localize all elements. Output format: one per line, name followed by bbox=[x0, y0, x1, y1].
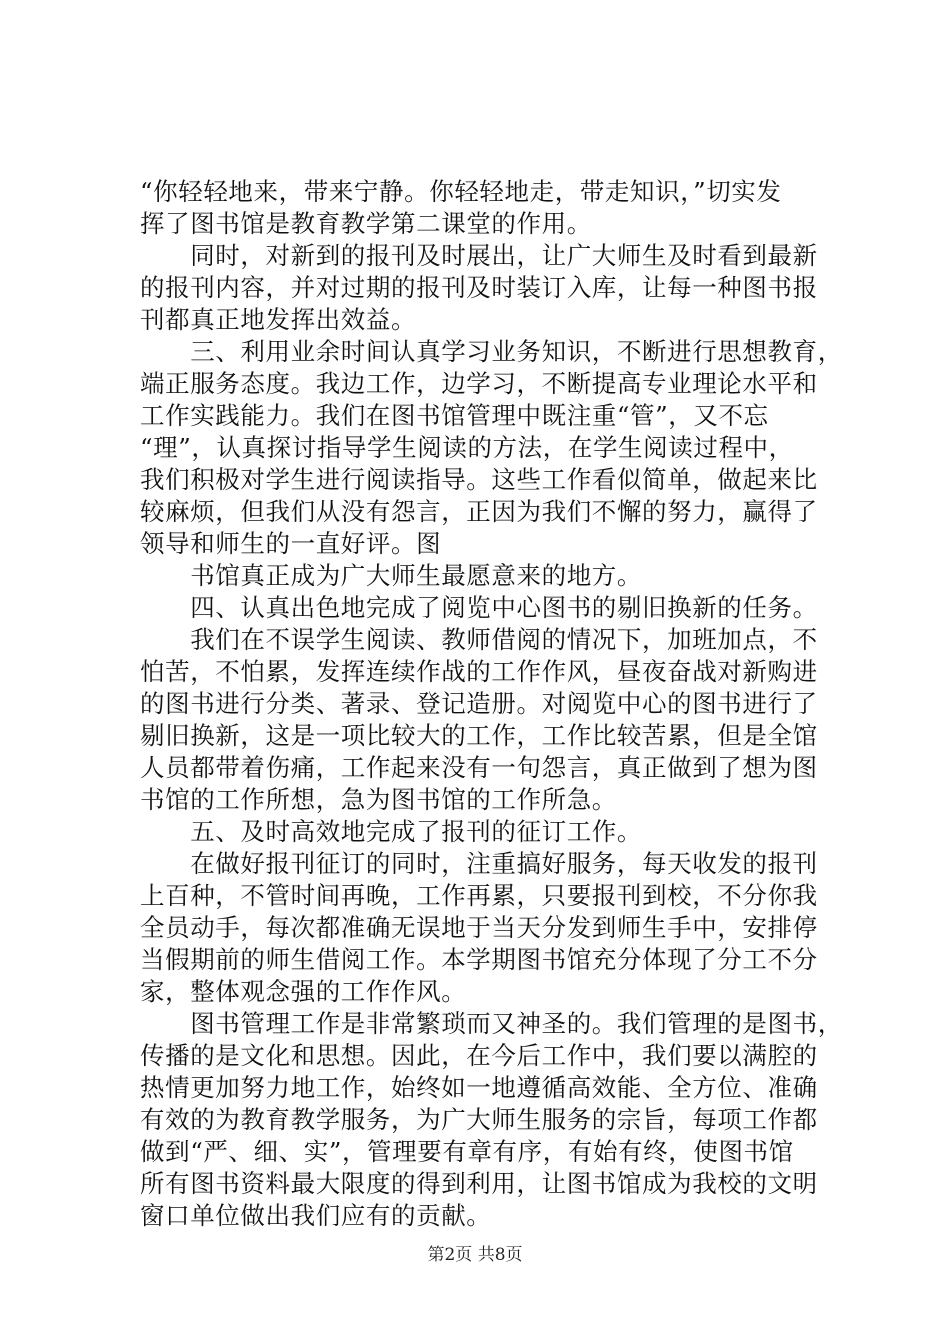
text-line: “理”，认真探讨指导学生阅读的方法，在学生阅读过程中， bbox=[140, 433, 794, 462]
text-line: 较麻烦，但我们从没有怨言，正因为我们不懈的努力，赢得了 bbox=[140, 497, 818, 526]
text-line: 的图书进行分类、著录、登记造册。对阅览中心的图书进行了 bbox=[140, 689, 818, 718]
text-line: 端正服务态度。我边工作，边学习，不断提高专业理论水平和 bbox=[140, 369, 818, 398]
text-line: 当假期前的师生借阅工作。本学期图书馆充分体现了分工不分 bbox=[140, 945, 818, 974]
text-line: 上百种，不管时间再晚，工作再累，只要报刊到校，不分你我 bbox=[140, 881, 818, 910]
text-line: 热情更加努力地工作，始终如一地遵循高效能、全方位、准确 bbox=[140, 1073, 818, 1102]
text-line: 三、利用业余时间认真学习业务知识，不断进行思想教育， bbox=[140, 337, 843, 366]
text-line: 工作实践能力。我们在图书馆管理中既注重“管”，又不忘 bbox=[140, 401, 769, 430]
text-line: 领导和师生的一直好评。图 bbox=[140, 529, 442, 558]
text-line: 五、及时高效地完成了报刊的征订工作。 bbox=[140, 817, 642, 846]
text-line: 有效的为教育教学服务，为广大师生服务的宗旨，每项工作都 bbox=[140, 1105, 818, 1134]
text-line: 我们积极对学生进行阅读指导。这些工作看似简单，做起来比 bbox=[140, 465, 818, 494]
text-line: 人员都带着伤痛，工作起来没有一句怨言，真正做到了想为图 bbox=[140, 753, 818, 782]
text-line: 刊都真正地发挥出效益。 bbox=[140, 305, 417, 334]
text-line: 书馆真正成为广大师生最愿意来的地方。 bbox=[140, 561, 642, 590]
page-number-footer: 第2页 共8页 bbox=[427, 1245, 523, 1265]
text-line: 的报刊内容，并对过期的报刊及时装订入库，让每一种图书报 bbox=[140, 273, 818, 302]
text-line: 怕苦，不怕累，发挥连续作战的工作作风，昼夜奋战对新购进 bbox=[140, 657, 818, 686]
document-body bbox=[140, 176, 843, 1232]
text-line: 窗口单位做出我们应有的贡献。 bbox=[140, 1201, 492, 1230]
text-line: 挥了图书馆是教育教学第二课堂的作用。 bbox=[140, 209, 592, 238]
text-line: 做到“严、细、实”，管理要有章有序，有始有终，使图书馆 bbox=[140, 1137, 794, 1166]
text-line: 在做好报刊征订的同时，注重搞好服务，每天收发的报刊 bbox=[140, 849, 818, 878]
text-line: “你轻轻地来，带来宁静。你轻轻地走，带走知识，”切实发 bbox=[140, 177, 782, 206]
text-line: 剔旧换新，这是一项比较大的工作，工作比较苦累，但是全馆 bbox=[140, 721, 818, 750]
text-line: 传播的是文化和思想。因此，在今后工作中，我们要以满腔的 bbox=[140, 1041, 818, 1070]
text-line: 家，整体观念强的工作作风。 bbox=[140, 977, 467, 1006]
text-line: 我们在不误学生阅读、教师借阅的情况下，加班加点，不 bbox=[140, 625, 818, 654]
text-line: 同时，对新到的报刊及时展出，让广大师生及时看到最新 bbox=[140, 241, 818, 270]
text-line: 所有图书资料最大限度的得到利用，让图书馆成为我校的文明 bbox=[140, 1169, 818, 1198]
text-line: 图书管理工作是非常繁琐而又神圣的。我们管理的是图书， bbox=[140, 1009, 843, 1038]
text-line: 全员动手，每次都准确无误地于当天分发到师生手中，安排停 bbox=[140, 913, 818, 942]
text-line: 书馆的工作所想，急为图书馆的工作所急。 bbox=[140, 785, 617, 814]
text-line: 四、认真出色地完成了阅览中心图书的剔旧换新的任务。 bbox=[140, 593, 818, 622]
